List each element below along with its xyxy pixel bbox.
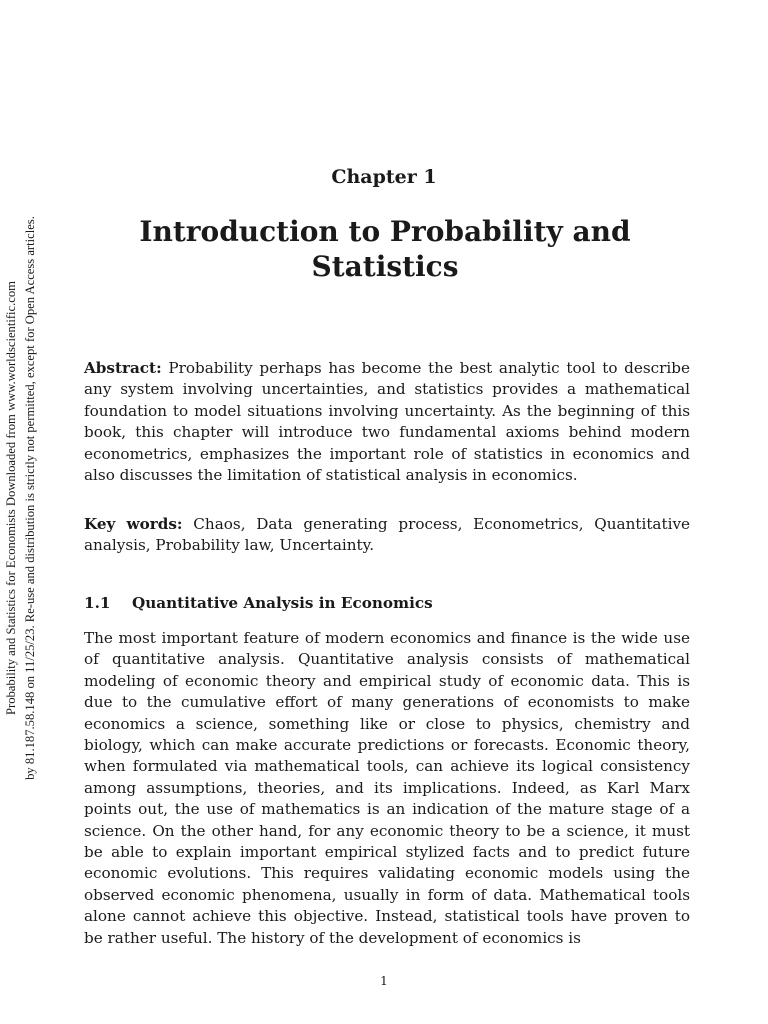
download-watermark <box>2 198 46 798</box>
chapter-title: Introduction to Probability and Statistics <box>139 215 631 283</box>
abstract <box>84 358 690 486</box>
watermark-line-2: by 81.187.58.148 on 11/25/23. Re-use and distribution is strictly not permitted, except for Open Access articles. <box>23 216 37 780</box>
watermark-line-1: Probability and Statistics for Economists Downloaded from www.worldscientific.com <box>4 281 18 715</box>
section-paragraph: The most important feature of modern economics and finance is the wide use of quantitative analysis. Quantitative analysis consists of mathematical modeling of economic theory and empirical study of economic data. This is due to the cumulative effort of many generations of economists to make economics a science, something like or close to physics, chemistry and biology, which can make accurate predictions or forecasts. Economic theory, when formulated via mathematical tools, can achieve its logical consistency among assumptions, theories, and its implications. Indeed, as Karl Marx points out, the use of mathematics is an indication of the mature stage of a science. On the other hand, for any economic theory to be a science, it must be able to explain important empirical stylized facts and to predict future economic evolutions. This requires validating economic models using the observed economic phenomena, usually in form of data. Mathematical tools alone cannot achieve this objective. Instead, statistical tools have proven to be rather useful. The history of the development of economics is <box>84 629 690 947</box>
section-heading <box>84 594 433 612</box>
keywords-text: Chaos, Data generating process, Econometrics, Quantitative analysis, Probability law, Uncertainty. <box>84 515 691 555</box>
abstract-label: Abstract: <box>84 359 162 377</box>
page-number: 1 <box>380 974 388 988</box>
keywords <box>84 514 690 557</box>
section-title: Quantitative Analysis in Economics <box>132 594 433 612</box>
chapter-label: Chapter 1 <box>331 166 437 188</box>
section-number: 1.1 <box>84 594 111 612</box>
keywords-label: Key words: <box>84 515 183 533</box>
abstract-text: Probability perhaps has become the best analytic tool to describe any system involving uncertainties, and statistics provides a mathematical foundation to model situations involving uncertainty. As the beginning of this book, this chapter will introduce two fundamental axioms behind modern econometrics, emphasizes the important role of statistics in economics and also discusses the limitation of statistical analysis in economics. <box>84 359 691 485</box>
